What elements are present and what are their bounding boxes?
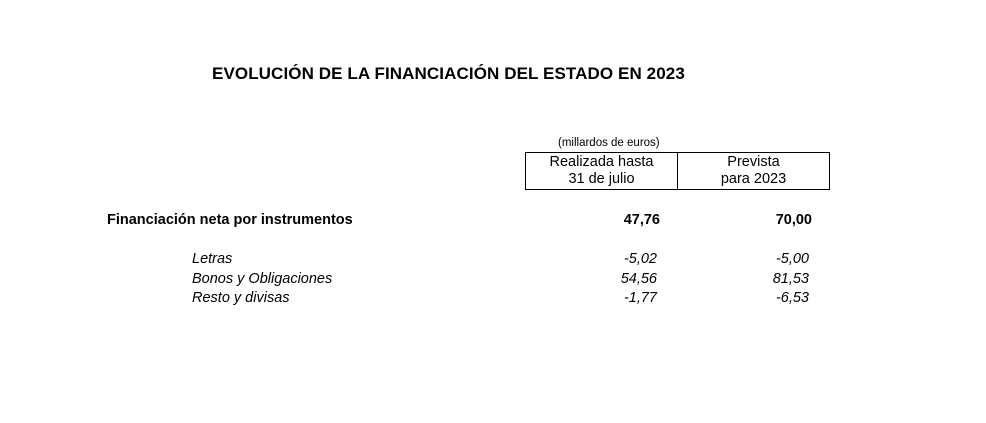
column-header-prevista xyxy=(677,153,829,189)
column-header-line: 31 de julio xyxy=(568,171,635,187)
row-label: Financiación neta por instrumentos xyxy=(107,212,353,228)
column-header-line: para 2023 xyxy=(720,171,787,187)
row-value-prevista: 81,53 xyxy=(772,271,809,287)
row-value-realizada: 54,56 xyxy=(620,271,657,287)
column-header-line: Prevista xyxy=(727,154,780,170)
row-value-prevista: 70,00 xyxy=(775,212,812,228)
column-header-realizada xyxy=(526,153,677,189)
units-note: (millardos de euros) xyxy=(558,137,660,149)
table-header xyxy=(525,152,830,190)
row-value-realizada: 47,76 xyxy=(623,212,660,228)
row-value-realizada: -1,77 xyxy=(623,290,657,306)
row-label: Letras xyxy=(192,251,233,267)
row-value-realizada: -5,02 xyxy=(623,251,657,267)
row-value-prevista: -5,00 xyxy=(775,251,809,267)
row-value-prevista: -6,53 xyxy=(775,290,809,306)
page-title: EVOLUCIÓN DE LA FINANCIACIÓN DEL ESTADO EN 2023 xyxy=(212,64,685,83)
row-label: Bonos y Obligaciones xyxy=(192,271,333,287)
row-label: Resto y divisas xyxy=(192,290,290,306)
column-header-line: Realizada hasta xyxy=(549,154,654,170)
